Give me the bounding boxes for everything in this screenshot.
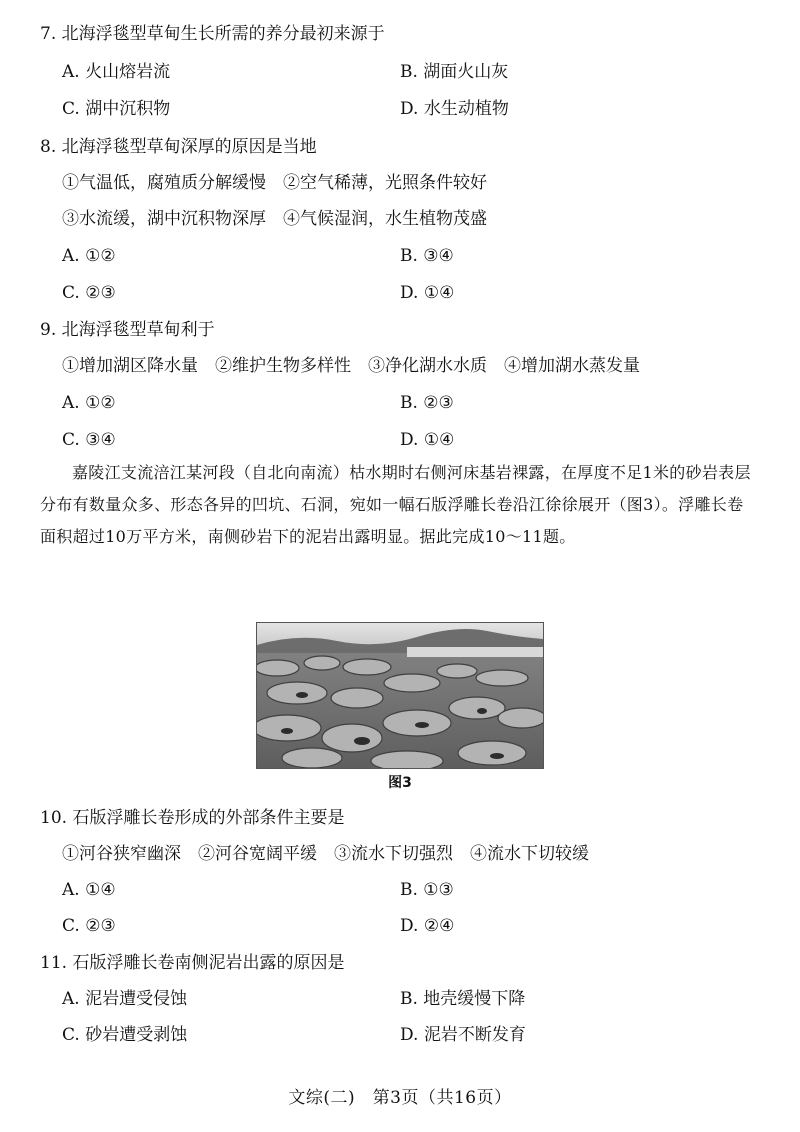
question-10-stem: 10. 石版浮雕长卷形成的外部条件主要是 xyxy=(40,808,345,828)
question-9-option-c: C. ③④ xyxy=(62,430,116,450)
question-9-option-a: A. ①② xyxy=(62,393,116,413)
question-7-stem: 7. 北海浮毯型草甸生长所需的养分最初来源于 xyxy=(40,24,385,44)
question-8-option-b: B. ③④ xyxy=(400,246,454,266)
question-8-option-a: A. ①② xyxy=(62,246,116,266)
question-8-stem: 8. 北海浮毯型草甸深厚的原因是当地 xyxy=(40,137,317,157)
question-8-statements-2: ③水流缓，湖中沉积物深厚 ④气候湿润，水生植物茂盛 xyxy=(62,209,487,229)
question-8-statements-1: ①气温低，腐殖质分解缓慢 ②空气稀薄，光照条件较好 xyxy=(62,173,487,193)
question-7-option-a: A. 火山熔岩流 xyxy=(62,62,171,82)
question-11-option-d: D. 泥岩不断发育 xyxy=(400,1025,526,1045)
question-7-option-d: D. 水生动植物 xyxy=(400,99,509,119)
question-8-option-d: D. ①④ xyxy=(400,283,455,303)
question-10-statements: ①河谷狭窄幽深 ②河谷宽阔平缓 ③流水下切强烈 ④流水下切较缓 xyxy=(62,844,589,864)
question-11-option-c: C. 砂岩遭受剥蚀 xyxy=(62,1025,188,1045)
page-footer: 文综(二) 第3页（共16页） xyxy=(288,1088,512,1108)
question-10-option-d: D. ②④ xyxy=(400,916,455,936)
question-8-option-c: C. ②③ xyxy=(62,283,116,303)
question-11-stem: 11. 石版浮雕长卷南侧泥岩出露的原因是 xyxy=(40,953,345,973)
figure-3-caption: 图3 xyxy=(388,775,412,791)
figure-3-photo xyxy=(256,622,544,769)
question-7-option-b: B. 湖面火山灰 xyxy=(400,62,509,82)
question-9-option-b: B. ②③ xyxy=(400,393,454,413)
question-10-option-a: A. ①④ xyxy=(62,880,116,900)
question-10-option-b: B. ①③ xyxy=(400,880,454,900)
question-11-option-a: A. 泥岩遭受侵蚀 xyxy=(62,989,188,1009)
question-11-option-b: B. 地壳缓慢下降 xyxy=(400,989,526,1009)
riverbed-rock-image xyxy=(257,623,543,768)
question-9-stem: 9. 北海浮毯型草甸利于 xyxy=(40,320,215,340)
reading-passage: 嘉陵江支流涪江某河段（自北向南流）枯水期时右侧河床基岩裸露，在厚度不足1米的砂岩表层分布有数量众多、形态各异的凹坑、石洞，宛如一幅石版浮雕长卷沿江徐徐展开（图3）。浮雕长卷面积超过10万平方米，南侧砂岩下的泥岩出露明显。据此完成10～11题。 xyxy=(40,463,751,546)
question-9-option-d: D. ①④ xyxy=(400,430,455,450)
question-9-statements: ①增加湖区降水量 ②维护生物多样性 ③净化湖水水质 ④增加湖水蒸发量 xyxy=(62,356,640,376)
question-10-option-c: C. ②③ xyxy=(62,916,116,936)
question-7-option-c: C. 湖中沉积物 xyxy=(62,99,171,119)
